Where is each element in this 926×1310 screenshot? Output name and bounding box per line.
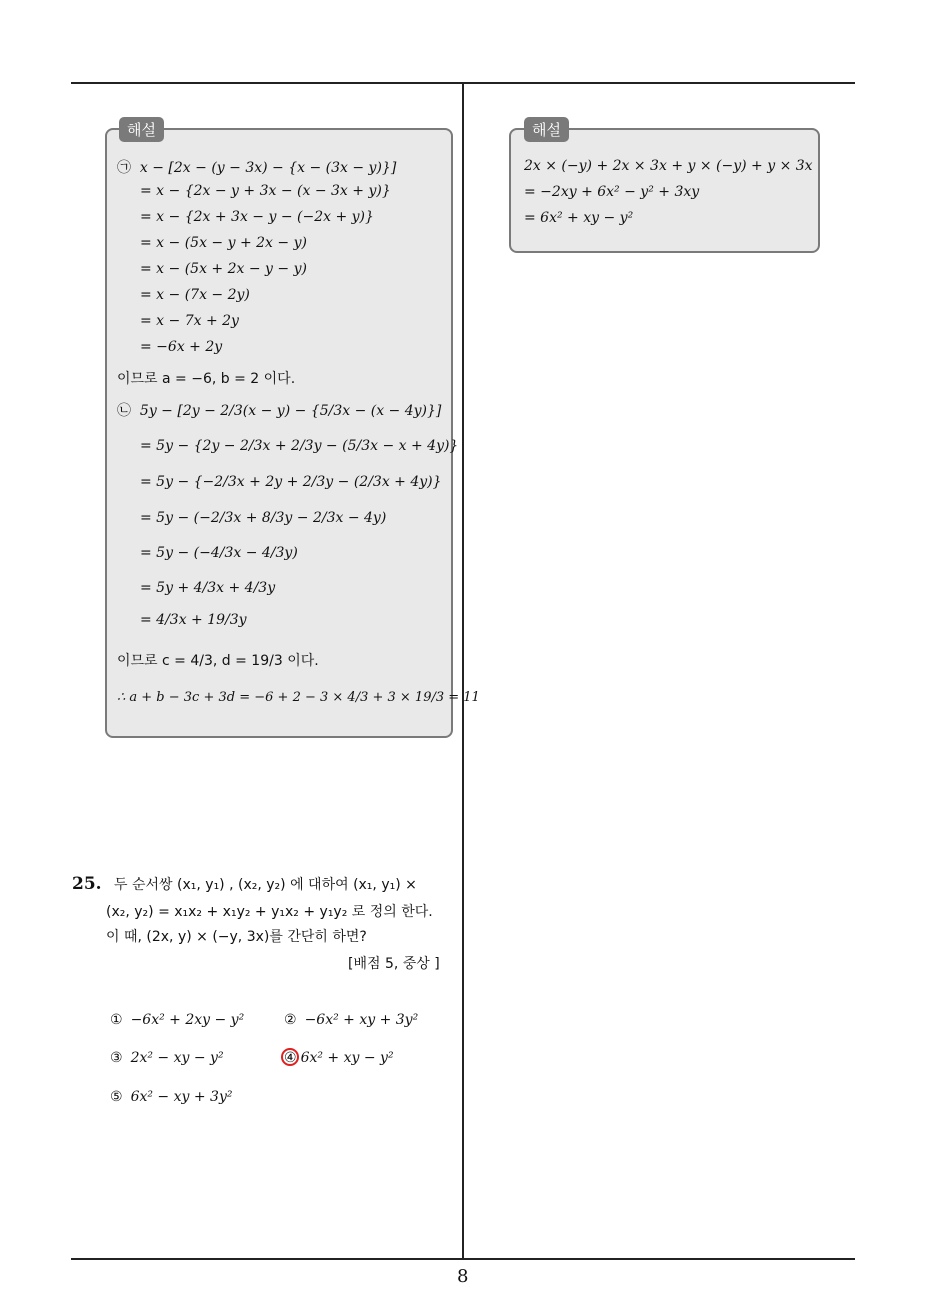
choice-3-text: 2x² − xy − y² bbox=[130, 1050, 224, 1066]
question-text-line2: (x₂, y₂) = x₁x₂ + x₁y₂ + y₁x₂ + y₁y₂ 로 정의 한다. bbox=[106, 904, 433, 920]
part1-line-6: = x − 7x + 2y bbox=[140, 313, 239, 329]
question-text-line3: 이 때, (2x, y) × (−y, 3x)를 간단히 하면? bbox=[106, 929, 367, 945]
choice-4-mark-glyph: ④ bbox=[284, 1050, 297, 1066]
part2-line-1: = 5y − {2y − 2/3x + 2/3y − (5/3x − x + 4y)} bbox=[140, 438, 459, 454]
question-score: [배점 5, 중상 ] bbox=[348, 956, 440, 972]
choice-3[interactable] bbox=[110, 1050, 224, 1066]
part2-line-0 bbox=[117, 400, 441, 420]
final-answer-line: ∴ a + b − 3c + 3d = −6 + 2 − 3 × 4/3 + 3 × 19/3 = 11 bbox=[117, 690, 480, 705]
right-line-1: = −2xy + 6x² − y² + 3xy bbox=[524, 184, 700, 200]
part1-label: ㉠ bbox=[117, 160, 131, 176]
question-header bbox=[72, 874, 417, 894]
right-line-0: 2x × (−y) + 2x × 3x + y × (−y) + y × 3x bbox=[524, 158, 813, 174]
choice-1-text: −6x² + 2xy − y² bbox=[130, 1012, 245, 1028]
choice-1-mark: ① bbox=[110, 1012, 123, 1028]
part2-expr-0: 5y − [2y − 2/3(x − y) − {5/3x − (x − 4y)}] bbox=[139, 403, 442, 419]
part1-line-3: = x − (5x − y + 2x − y) bbox=[140, 235, 307, 251]
choice-3-mark: ③ bbox=[110, 1050, 123, 1066]
choice-5[interactable] bbox=[110, 1089, 232, 1105]
right-solution-tag: 해설 bbox=[524, 117, 569, 142]
part1-line-7: = −6x + 2y bbox=[140, 339, 223, 355]
bottom-rule bbox=[71, 1258, 855, 1260]
selected-answer-circle bbox=[281, 1048, 299, 1066]
part2-label: ㉡ bbox=[117, 403, 131, 419]
part2-line-3: = 5y − (−2/3x + 8/3y − 2/3x − 4y) bbox=[140, 510, 387, 526]
choice-4[interactable] bbox=[284, 1050, 394, 1066]
right-line-2: = 6x² + xy − y² bbox=[524, 210, 634, 226]
part2-line-6: = 4/3x + 19/3y bbox=[140, 612, 247, 628]
part1-expr-0: x − [2x − (y − 3x) − {x − (3x − y)}] bbox=[139, 160, 397, 176]
choice-1[interactable] bbox=[110, 1012, 244, 1028]
choice-4-mark bbox=[284, 1050, 297, 1066]
choice-2-text: −6x² + xy + 3y² bbox=[304, 1012, 419, 1028]
choice-5-mark: ⑤ bbox=[110, 1089, 123, 1105]
part1-line-1: = x − {2x − y + 3x − (x − 3x + y)} bbox=[140, 183, 391, 199]
part1-line-2: = x − {2x + 3x − y − (−2x + y)} bbox=[140, 209, 374, 225]
choice-2[interactable] bbox=[284, 1012, 418, 1028]
column-divider bbox=[462, 84, 464, 1258]
choice-5-text: 6x² − xy + 3y² bbox=[130, 1089, 233, 1105]
question-number: 25. bbox=[72, 874, 102, 894]
part2-line-4: = 5y − (−4/3x − 4/3y) bbox=[140, 545, 298, 561]
part1-conclusion: 이므로 a = −6, b = 2 이다. bbox=[117, 371, 296, 387]
part2-conclusion: 이므로 c = 4/3, d = 19/3 이다. bbox=[117, 653, 319, 669]
page-number: 8 bbox=[457, 1266, 469, 1287]
choice-4-text: 6x² + xy − y² bbox=[300, 1050, 394, 1066]
choice-2-mark: ② bbox=[284, 1012, 297, 1028]
part1-line-0 bbox=[117, 157, 396, 177]
part1-line-5: = x − (7x − 2y) bbox=[140, 287, 250, 303]
question-text-line1: 두 순서쌍 (x₁, y₁) , (x₂, y₂) 에 대하여 (x₁, y₁) × bbox=[114, 877, 417, 893]
part2-line-5: = 5y + 4/3x + 4/3y bbox=[140, 580, 276, 596]
part1-line-4: = x − (5x + 2x − y − y) bbox=[140, 261, 307, 277]
part2-line-2: = 5y − {−2/3x + 2y + 2/3y − (2/3x + 4y)} bbox=[140, 474, 442, 490]
left-solution-tag: 해설 bbox=[119, 117, 164, 142]
